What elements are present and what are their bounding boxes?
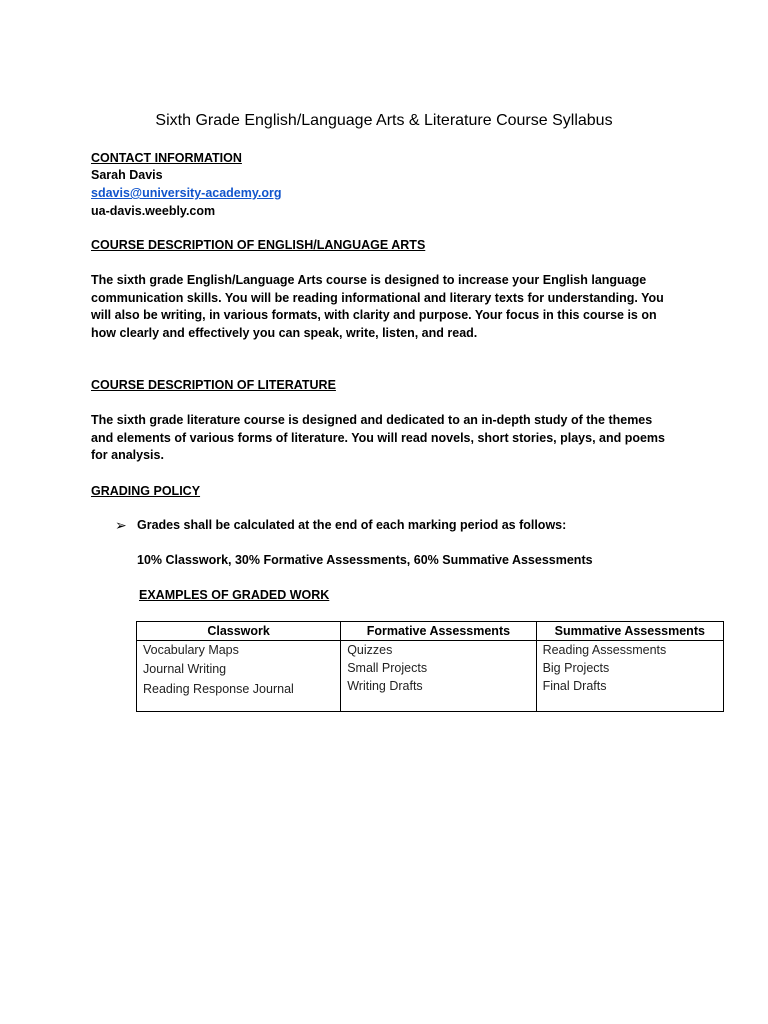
list-item: Vocabulary Maps (143, 643, 239, 657)
table-cell-formative (341, 641, 536, 712)
arrow-bullet-icon: ➢ (115, 517, 127, 533)
list-item: Writing Drafts (347, 679, 423, 693)
list-item: Quizzes (347, 643, 393, 657)
contact-heading: CONTACT INFORMATION (91, 151, 242, 165)
grading-bullet (115, 517, 566, 534)
examples-heading: EXAMPLES OF GRADED WORK (139, 588, 330, 602)
page-title: Sixth Grade English/Language Arts & Literature Course Syllabus (155, 112, 613, 129)
table-header-row (137, 622, 724, 641)
table-cell-summative (536, 641, 723, 712)
graded-work-table (136, 621, 724, 712)
list-item: Reading Response Journal (143, 682, 294, 696)
grading-weights: 10% Classwork, 30% Formative Assessments, 60% Summative Assessments (137, 553, 593, 567)
list-item: Big Projects (542, 661, 610, 675)
literature-heading: COURSE DESCRIPTION OF LITERATURE (91, 378, 336, 392)
table-header-formative: Formative Assessments (341, 622, 536, 641)
table-header-summative: Summative Assessments (536, 622, 723, 641)
grading-heading: GRADING POLICY (91, 484, 201, 498)
contact-name: Sarah Davis (91, 168, 163, 182)
grading-bullet-text: Grades shall be calculated at the end of each marking period as follows: (137, 518, 567, 532)
ela-description: The sixth grade English/Language Arts course is designed to increase your English language communication skills. You will be reading informational and literary texts for understanding. You will also be writing, in various formats, with clarity and purpose. Your focus in this course is on how clearly and effectively you can speak, write, listen, and read. (91, 273, 664, 340)
contact-website: ua-davis.weebly.com (91, 204, 216, 218)
ela-heading: COURSE DESCRIPTION OF ENGLISH/LANGUAGE ARTS (91, 238, 426, 252)
literature-description: The sixth grade literature course is designed and dedicated to an in-depth study of the themes and elements of various forms of literature. You will read novels, short stories, plays, and poems for analysis. (91, 413, 665, 462)
list-item: Small Projects (347, 661, 428, 675)
contact-email-link[interactable]: sdavis@university-academy.org (91, 186, 282, 200)
list-item: Journal Writing (143, 662, 227, 676)
table-row (137, 641, 724, 712)
list-item: Reading Assessments (542, 643, 667, 657)
table-header-classwork: Classwork (137, 622, 341, 641)
list-item: Final Drafts (542, 679, 607, 693)
table-cell-classwork (137, 641, 341, 712)
